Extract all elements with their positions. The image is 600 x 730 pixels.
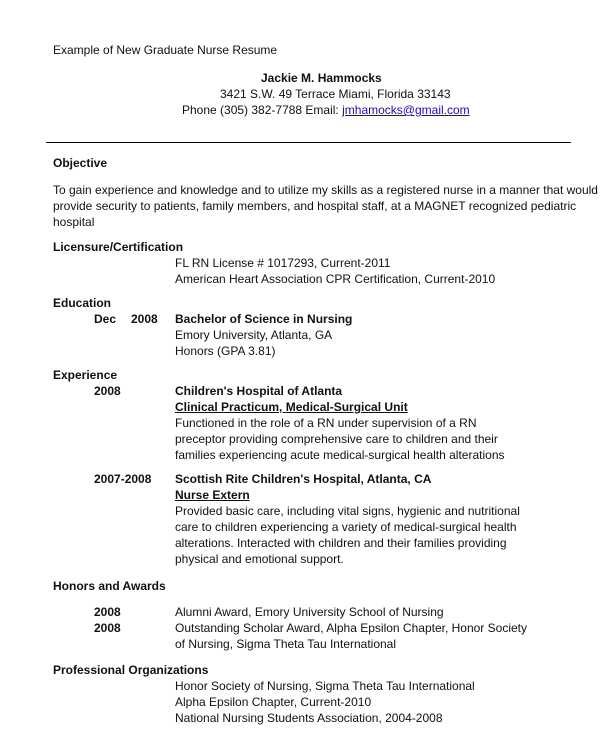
honors-heading: Honors and Awards <box>53 579 166 593</box>
objective-line: provide security to patients, family members, and hospital staff, at a MAGNET recognized pediatric <box>53 199 577 213</box>
objective-heading: Objective <box>53 156 108 170</box>
honor-year: 2008 <box>94 621 121 635</box>
licensure-item: FL RN License # 1017293, Current-2011 <box>175 256 391 270</box>
education-year: 2008 <box>131 312 158 326</box>
applicant-name: Jackie M. Hammocks <box>261 71 382 85</box>
job-employer: Children's Hospital of Atlanta <box>175 384 343 398</box>
header-divider <box>46 142 571 143</box>
job-description-line: Functioned in the role of a RN under supervision of a RN <box>175 416 477 430</box>
applicant-contact <box>182 102 470 119</box>
objective-line: hospital <box>53 215 95 229</box>
job-description-line: care to children experiencing a variety of medical-surgical health <box>175 520 517 534</box>
education-month: Dec <box>94 312 117 326</box>
job-description-line: families experiencing acute medical-surgical health alterations <box>175 448 505 462</box>
job-role: Clinical Practicum, Medical-Surgical Unit <box>175 400 408 414</box>
email-link[interactable]: jmhamocks@gmail.com <box>342 103 470 117</box>
job-year: 2008 <box>94 384 121 398</box>
job-role: Nurse Extern <box>175 488 250 502</box>
licensure-heading: Licensure/Certification <box>53 240 184 254</box>
education-honors: Honors (GPA 3.81) <box>175 344 276 358</box>
contact-phone: Phone (305) 382-7788 Email: <box>182 103 343 117</box>
education-heading: Education <box>53 296 112 310</box>
organization-item: Alpha Epsilon Chapter, Current-2010 <box>175 695 372 709</box>
licensure-item: American Heart Association CPR Certification, Current-2010 <box>175 272 496 286</box>
document-title: Example of New Graduate Nurse Resume <box>53 43 278 57</box>
honor-line: Outstanding Scholar Award, Alpha Epsilon Chapter, Honor Society <box>175 621 527 635</box>
job-description-line: alterations. Interacted with children and their families providing <box>175 536 507 550</box>
job-year: 2007-2008 <box>94 472 152 486</box>
job-description-line: preceptor providing comprehensive care to children and their <box>175 432 498 446</box>
honor-year: 2008 <box>94 605 121 619</box>
objective-line: To gain experience and knowledge and to utilize my skills as a registered nurse in a manner that would <box>53 183 598 197</box>
education-degree: Bachelor of Science in Nursing <box>175 312 353 326</box>
job-employer: Scottish Rite Children's Hospital, Atlanta, CA <box>175 472 432 486</box>
applicant-address: 3421 S.W. 49 Terrace Miami, Florida 33143 <box>220 87 451 101</box>
organization-item: National Nursing Students Association, 2004-2008 <box>175 711 443 725</box>
organizations-heading: Professional Organizations <box>53 663 209 677</box>
job-description-line: Provided basic care, including vital signs, hygienic and nutritional <box>175 504 520 518</box>
honor-line: Alumni Award, Emory University School of Nursing <box>175 605 444 619</box>
job-description-line: physical and emotional support. <box>175 552 344 566</box>
honor-line: of Nursing, Sigma Theta Tau International <box>175 637 397 651</box>
experience-heading: Experience <box>53 368 118 382</box>
organization-item: Honor Society of Nursing, Sigma Theta Tau International <box>175 679 475 693</box>
education-school: Emory University, Atlanta, GA <box>175 328 333 342</box>
